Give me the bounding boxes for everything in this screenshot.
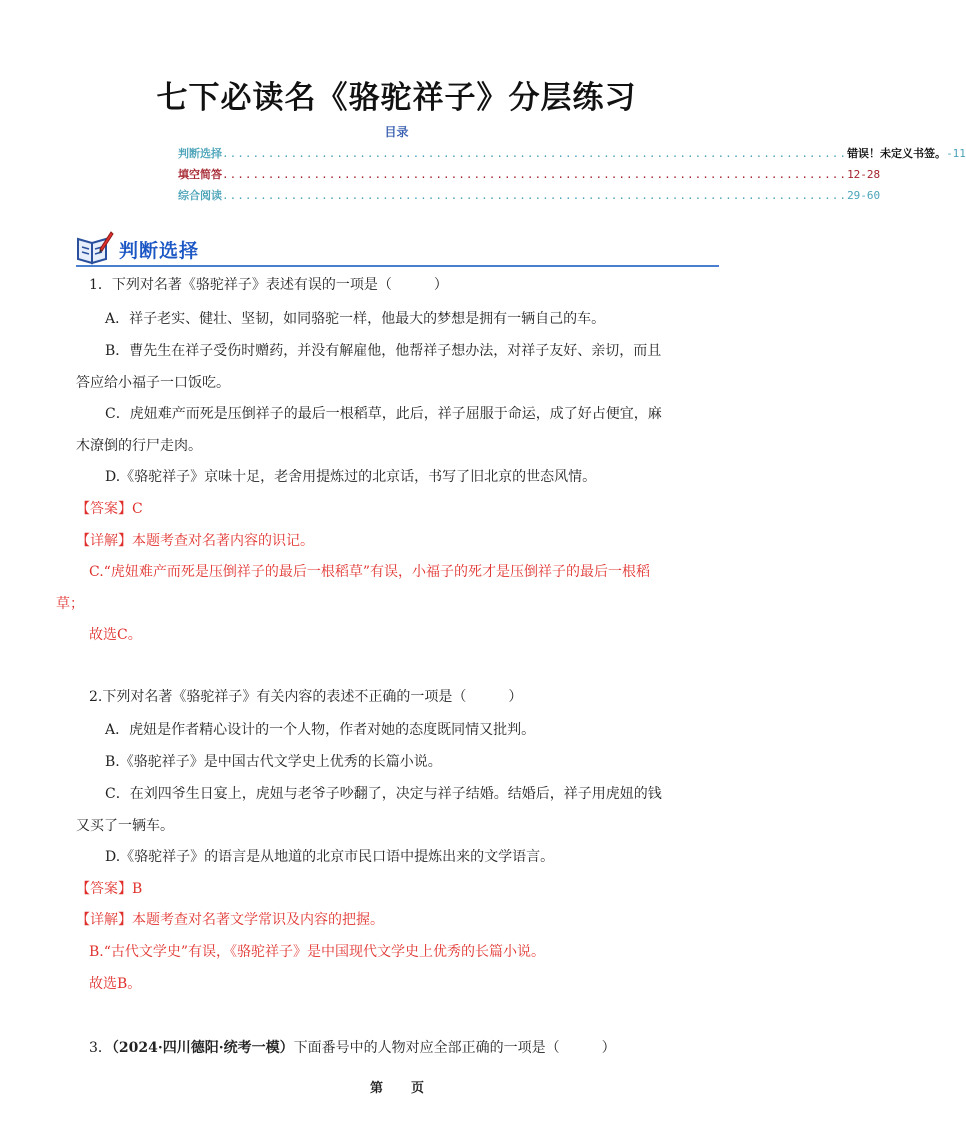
- section-title: 判断选择: [119, 240, 200, 262]
- toc-entry-read[interactable]: 综合阅读 .................................................................................. 29-60: [178, 188, 881, 202]
- q1-conclusion: 故选C。: [89, 627, 142, 643]
- q1-option-b-line1: B．曹先生在祥子受伤时赠药，并没有解雇他，他帮祥子想办法，对祥子友好、亲切，而且: [105, 343, 662, 359]
- q1-explanation-line2: 草；: [56, 596, 84, 612]
- toc-heading[interactable]: 目录: [384, 125, 409, 139]
- q1-option-c-line1: C．虎妞难产而死是压倒祥子的最后一根稻草，此后，祥子屈服于命运，成了好占便宜，麻: [105, 406, 662, 422]
- footer-page-prefix: 第: [370, 1081, 384, 1096]
- section-divider: [76, 265, 719, 267]
- q2-option-c-line1: C．在刘四爷生日宴上，虎妞与老爷子吵翻了，决定与祥子结婚。结婚后，祥子用虎妞的钱: [105, 786, 662, 802]
- q2-conclusion: 故选B。: [89, 976, 142, 992]
- q1-answer: 【答案】C: [76, 501, 143, 517]
- q1-stem: 1．下列对名著《骆驼祥子》表述有误的一项是（ ）: [89, 277, 448, 293]
- q3-number: 3．: [89, 1040, 112, 1056]
- q1-option-a: A．祥子老实、健壮、坚韧，如同骆驼一样，他最大的梦想是拥有一辆自己的车。: [105, 311, 606, 327]
- q2-answer: 【答案】B: [76, 881, 143, 897]
- toc-entry-label: 综合阅读: [178, 189, 222, 202]
- toc-entry-label: 判断选择: [178, 147, 222, 160]
- q2-option-d: D.《骆驼祥子》的语言是从地道的北京市民口语中提炼出来的文学语言。: [105, 849, 555, 865]
- toc-entry-page: 29-60: [847, 188, 881, 202]
- q3-stem-line: [89, 1040, 757, 1056]
- q2-detail: 【详解】本题考查对名著文学常识及内容的把握。: [76, 912, 384, 928]
- toc-entry-page: -11: [946, 146, 966, 160]
- q1-option-d: D.《骆驼祥子》京味十足，老舍用提炼过的北京话，书写了旧北京的世态风情。: [105, 469, 597, 485]
- q2-option-b: B.《骆驼祥子》是中国古代文学史上优秀的长篇小说。: [105, 754, 442, 770]
- q2-option-a: A．虎妞是作者精心设计的一个人物，作者对她的态度既同情又批判。: [105, 722, 536, 738]
- toc-entry-label: 填空简答: [178, 168, 222, 181]
- toc-entry-judge[interactable]: 判断选择 .................................................................................. 错误！未定义书签。 -11: [178, 146, 966, 160]
- q2-stem: 2.下列对名著《骆驼祥子》有关内容的表述不正确的一项是（ ）: [89, 689, 523, 705]
- q3-source: （2024·四川德阳·统考一模）: [111, 1040, 294, 1056]
- toc-entry-page: 12-28: [847, 167, 881, 181]
- q2-explanation: B.“古代文学史”有误，《骆驼祥子》是中国现代文学史上优秀的长篇小说。: [89, 944, 546, 960]
- document-title: 七下必读名《骆驼祥子》分层练习: [156, 80, 637, 116]
- q1-option-b-line2: 答应给小福子一口饭吃。: [76, 375, 230, 391]
- book-pencil-icon: [74, 229, 114, 267]
- q1-detail: 【详解】本题考查对名著内容的识记。: [76, 533, 314, 549]
- footer-page-suffix: 页: [411, 1081, 425, 1096]
- q3-stem: 下面番号中的人物对应全部正确的一项是（ ）: [293, 1040, 616, 1056]
- q1-explanation-line1: C.“虎妞难产而死是压倒祥子的最后一根稻草”有误，小福子的死才是压倒祥子的最后一根稻: [89, 564, 650, 580]
- q2-option-c-line2: 又买了一辆车。: [76, 818, 174, 834]
- toc-error-text: 错误！未定义书签。: [847, 147, 947, 160]
- q1-option-c-line2: 木潦倒的行尸走肉。: [76, 438, 202, 454]
- toc-entry-fill[interactable]: 填空简答 .................................................................................. 12-28: [178, 167, 881, 181]
